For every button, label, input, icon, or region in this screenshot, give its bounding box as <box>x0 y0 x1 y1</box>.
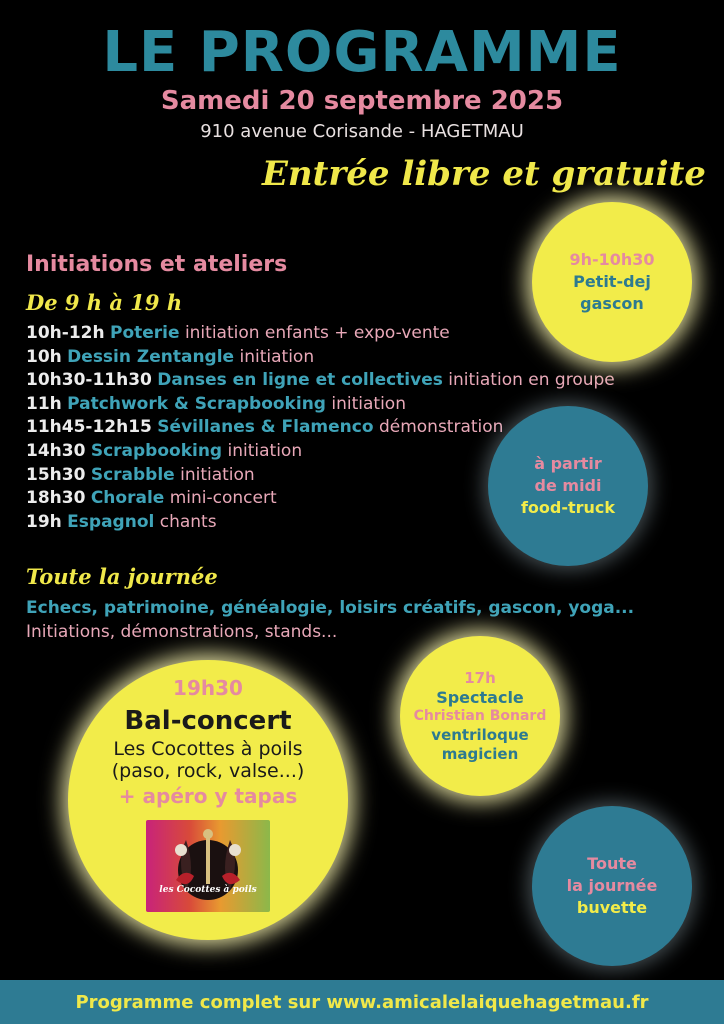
buvette-circle <box>532 806 692 966</box>
buvette-line1: Toute <box>587 854 637 873</box>
schedule-activity: Patchwork & Scrapbooking <box>67 393 326 414</box>
schedule-time: 10h-12h <box>26 323 105 343</box>
schedule-item <box>26 346 615 370</box>
bal-styles: (paso, rock, valse...) <box>111 760 305 782</box>
schedule-activity: Scrabble <box>90 464 175 485</box>
schedule-desc: démonstration <box>378 417 504 438</box>
schedule-time: 11h45-12h15 <box>26 417 152 438</box>
footer-text: Programme complet sur www.amicalelaiquehagetmau.fr <box>75 991 649 1013</box>
schedule-item <box>26 322 615 346</box>
schedule-time: 14h30 <box>26 440 86 461</box>
schedule-activity: Poterie <box>109 323 180 343</box>
cocottes-logo-icon <box>146 820 270 912</box>
spectacle-line2: Christian Bonard <box>413 707 547 724</box>
buvette-line3: buvette <box>576 898 648 917</box>
petitdej-circle <box>532 202 692 362</box>
spectacle-line1: Spectacle <box>436 687 524 707</box>
schedule-item <box>26 393 615 417</box>
spectacle-line3: ventriloque <box>431 725 529 744</box>
schedule-time: 10h <box>26 346 62 367</box>
schedule-desc: initiation <box>239 346 315 367</box>
initiations-hours: De 9 h à 19 h <box>26 290 183 315</box>
event-date: Samedi 20 septembre 2025 <box>160 86 564 116</box>
schedule-activity: Espagnol <box>67 511 155 532</box>
schedule-time: 11h <box>26 393 62 414</box>
schedule-time: 19h <box>26 511 62 532</box>
petitdej-line2: gascon <box>580 294 644 313</box>
bal-title: Bal-concert <box>124 706 292 736</box>
schedule-activity: Scrapbooking <box>90 440 223 461</box>
schedule-desc: initiation <box>180 464 255 485</box>
buvette-line2: la journée <box>566 876 658 895</box>
petitdej-time: 9h-10h30 <box>569 250 655 269</box>
foodtruck-line3: food-truck <box>520 498 616 517</box>
schedule-desc: initiation enfants + expo-vente <box>184 323 450 343</box>
spectacle-time: 17h <box>464 668 496 687</box>
allday-activities: Echecs, patrimoine, généalogie, loisirs créatifs, gascon, yoga... <box>26 598 635 618</box>
bal-time: 19h30 <box>173 676 243 700</box>
logo-text: les Cocottes à poils <box>159 885 257 895</box>
schedule-activity: Sévillanes & Flamenco <box>157 417 374 438</box>
cocottes-logo <box>146 820 270 912</box>
bal-band: Les Cocottes à poils <box>113 738 303 760</box>
schedule-time: 10h30-11h30 <box>26 370 152 391</box>
schedule-activity: Danses en ligne et collectives <box>157 370 443 391</box>
schedule-item <box>26 369 615 393</box>
foodtruck-line1: à partir <box>534 454 602 473</box>
petitdej-line1: Petit-dej <box>573 272 651 291</box>
schedule-desc: initiation <box>331 393 406 414</box>
event-address: 910 avenue Corisande - HAGETMAU <box>200 121 524 142</box>
schedule-desc: chants <box>159 511 217 532</box>
schedule-desc: mini-concert <box>169 488 277 509</box>
schedule-desc: initiation <box>227 440 303 461</box>
schedule-time: 15h30 <box>26 464 86 485</box>
foodtruck-circle <box>488 406 648 566</box>
allday-types: Initiations, démonstrations, stands... <box>26 622 338 642</box>
schedule-activity: Dessin Zentangle <box>67 346 235 367</box>
foodtruck-line2: de midi <box>534 476 602 495</box>
bal-apero: + apéro y tapas <box>118 784 298 808</box>
allday-title: Toute la journée <box>26 564 218 589</box>
footer-banner <box>0 980 724 1024</box>
bal-concert-circle <box>68 660 348 940</box>
spectacle-circle <box>400 636 560 796</box>
spectacle-line4: magicien <box>441 744 519 763</box>
page-title: LE PROGRAMME <box>102 20 622 85</box>
initiations-title: Initiations et ateliers <box>26 252 288 277</box>
schedule-time: 18h30 <box>26 488 86 509</box>
entree-libre: Entrée libre et gratuite <box>262 154 706 194</box>
schedule-activity: Chorale <box>90 488 165 509</box>
schedule-desc: initiation en groupe <box>448 370 615 391</box>
